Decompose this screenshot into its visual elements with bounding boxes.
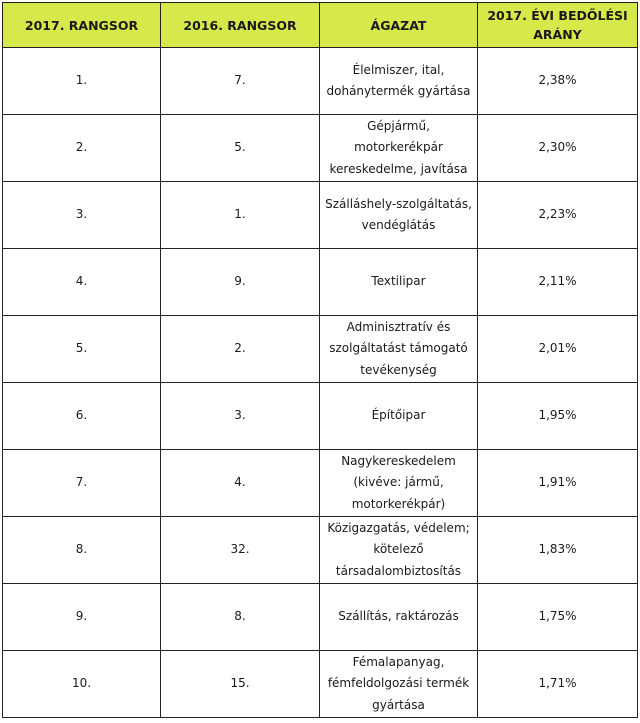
rank-2016-cell: 2.: [161, 316, 320, 383]
header-rank-2016: 2016. RANGSOR: [161, 3, 320, 48]
rank-2016-cell: 15.: [161, 651, 320, 718]
table-row: [3, 316, 638, 383]
sector-cell: Textilipar: [320, 249, 478, 316]
header-sector: ÁGAZAT: [320, 3, 478, 48]
sector-cell: Szállítás, raktározás: [320, 584, 478, 651]
rank-2016-cell: 9.: [161, 249, 320, 316]
table-row: [3, 517, 638, 584]
sector-cell: Szálláshely-szolgáltatás, vendéglátás: [320, 182, 478, 249]
table-row: [3, 383, 638, 450]
table-row: [3, 115, 638, 182]
rank-2017-cell: 5.: [3, 316, 161, 383]
rank-2016-cell: 4.: [161, 450, 320, 517]
ratio-cell: 1,75%: [478, 584, 638, 651]
table-container: [2, 2, 638, 718]
rank-2017-cell: 6.: [3, 383, 161, 450]
table-row: [3, 651, 638, 718]
ratio-cell: 1,91%: [478, 450, 638, 517]
ratio-cell: 1,95%: [478, 383, 638, 450]
table-row: [3, 249, 638, 316]
ratio-cell: 2,23%: [478, 182, 638, 249]
ratio-cell: 1,83%: [478, 517, 638, 584]
sector-cell: Nagykereskedelem (kivéve: jármű, motorkerékpár): [320, 450, 478, 517]
sector-cell: Élelmiszer, ital, dohánytermék gyártása: [320, 48, 478, 115]
sector-cell: Építőipar: [320, 383, 478, 450]
table-row: [3, 450, 638, 517]
table-row: [3, 584, 638, 651]
table-row: [3, 48, 638, 115]
ratio-cell: 2,30%: [478, 115, 638, 182]
header-rank-2017: 2017. RANGSOR: [3, 3, 161, 48]
header-default-ratio: 2017. ÉVI BEDŐLÉSI ARÁNY: [478, 3, 638, 48]
rank-2016-cell: 8.: [161, 584, 320, 651]
rank-2016-cell: 3.: [161, 383, 320, 450]
table-row: [3, 182, 638, 249]
ratio-cell: 1,71%: [478, 651, 638, 718]
rank-2016-cell: 32.: [161, 517, 320, 584]
sector-cell: Fémalapanyag, fémfeldolgozási termék gyártása: [320, 651, 478, 718]
rank-2017-cell: 7.: [3, 450, 161, 517]
sector-cell: Közigazgatás, védelem; kötelező társadalombiztosítás: [320, 517, 478, 584]
rank-2017-cell: 2.: [3, 115, 161, 182]
rank-2017-cell: 8.: [3, 517, 161, 584]
rank-2017-cell: 10.: [3, 651, 161, 718]
header-row: [3, 3, 638, 48]
rank-2016-cell: 1.: [161, 182, 320, 249]
rank-2017-cell: 4.: [3, 249, 161, 316]
sector-cell: Adminisztratív és szolgáltatást támogató tevékenység: [320, 316, 478, 383]
sector-default-rate-table: [2, 2, 638, 718]
rank-2016-cell: 5.: [161, 115, 320, 182]
ratio-cell: 2,11%: [478, 249, 638, 316]
rank-2016-cell: 7.: [161, 48, 320, 115]
sector-cell: Gépjármű, motorkerékpár kereskedelme, javítása: [320, 115, 478, 182]
ratio-cell: 2,38%: [478, 48, 638, 115]
rank-2017-cell: 1.: [3, 48, 161, 115]
rank-2017-cell: 9.: [3, 584, 161, 651]
ratio-cell: 2,01%: [478, 316, 638, 383]
rank-2017-cell: 3.: [3, 182, 161, 249]
